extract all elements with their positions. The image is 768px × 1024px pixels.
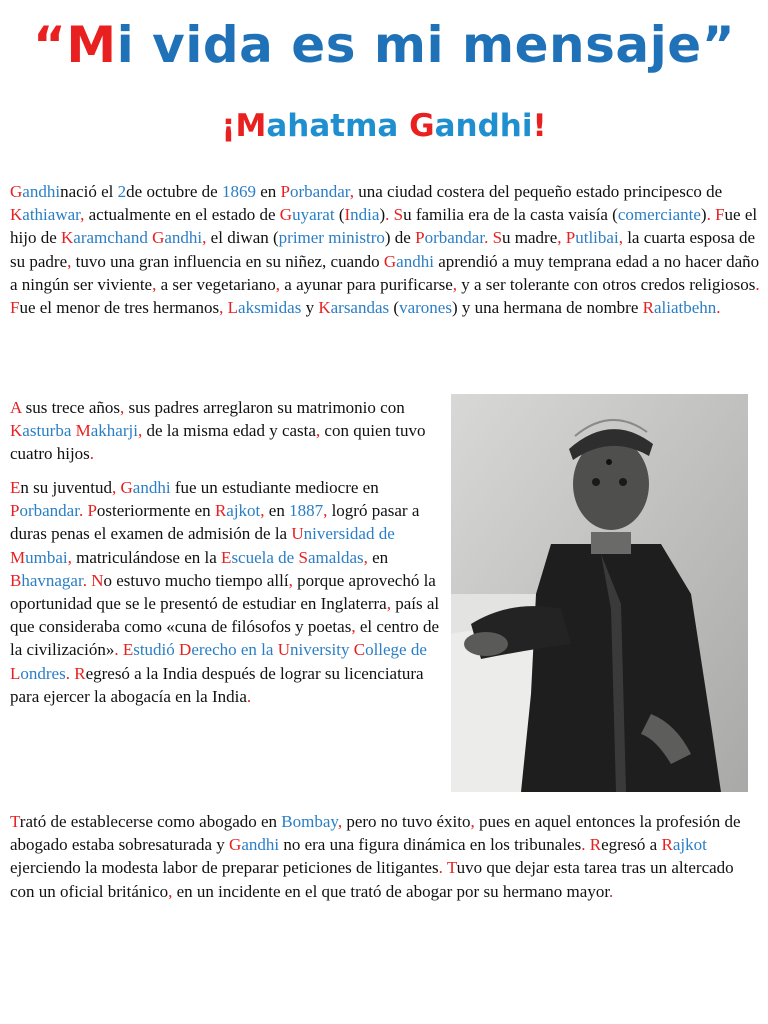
text-segment: (: [389, 298, 400, 318]
text-segment: tuvo una gran influencia en su niñez, cuando: [71, 251, 384, 271]
text-segment: primer ministro: [278, 228, 385, 248]
text-segment: scuela de: [231, 547, 299, 567]
text-segment: egresó a la India después de lograr su licenciatura para ejercer la abogacía en la India: [10, 663, 424, 706]
text-segment: ,: [260, 501, 265, 521]
text-segment: niversidad de: [303, 524, 395, 544]
text-segment: ,: [470, 812, 475, 831]
text-segment: F: [10, 298, 20, 318]
text-segment: amaldas: [307, 547, 364, 567]
text-segment: ,: [351, 617, 356, 637]
text-segment: a ayunar para purificarse: [280, 274, 453, 294]
text-segment: ,: [386, 594, 391, 614]
text-segment: havnagar: [21, 570, 83, 590]
text-segment: ,: [80, 205, 85, 225]
text-segment: ollege de: [365, 640, 427, 660]
text-segment: logró pasar a duras penas el examen de admisión de la: [10, 501, 420, 544]
text-segment: G: [229, 835, 242, 855]
text-segment: .: [438, 858, 443, 878]
text-segment: ,: [349, 182, 354, 201]
text-segment: G: [279, 205, 293, 225]
text-segment: uyarat: [292, 205, 335, 225]
text-segment: andhi: [164, 228, 203, 248]
text-segment: sus padres arreglaron su matrimonio con: [124, 398, 405, 417]
text-segment: matriculándose en la: [71, 547, 222, 567]
page-subtitle: [0, 104, 768, 148]
text-segment: o estuvo mucho tiempo allí: [103, 570, 289, 590]
text-segment: ,: [120, 398, 125, 417]
text-segment: con quien tuvo cuatro hijos: [10, 421, 426, 464]
title-close-quote: ”: [701, 16, 736, 74]
text-segment: en: [255, 182, 281, 201]
text-segment: B: [10, 570, 22, 590]
text-segment: 1887: [289, 501, 324, 521]
text-segment: I: [344, 205, 351, 225]
text-segment: osteriormente en: [96, 501, 215, 521]
text-segment: .: [114, 640, 119, 660]
text-segment: u madre: [502, 228, 558, 248]
text-segment: N: [91, 570, 104, 590]
text-segment: R: [642, 298, 654, 318]
portrait-photo-icon: [451, 394, 748, 792]
text-segment: ,: [315, 421, 321, 441]
text-segment: .: [89, 444, 95, 464]
subtitle-ahatma: ahatma: [266, 108, 410, 144]
paragraph-marriage: [10, 396, 440, 466]
text-segment: S: [298, 547, 308, 567]
text-segment: andhi: [241, 835, 280, 855]
paragraph-career: [10, 810, 762, 903]
text-segment: ,: [152, 274, 157, 294]
text-segment: andhi: [22, 182, 61, 201]
text-segment: utlibai: [575, 228, 619, 248]
text-segment: y: [301, 298, 319, 318]
text-segment: U: [291, 524, 304, 544]
text-segment: a ser vegetariano: [156, 274, 276, 294]
text-segment: umbai: [25, 547, 68, 567]
subtitle-close-mark: !: [532, 108, 547, 144]
text-segment: y a ser tolerante con otros credos religiosos: [457, 274, 756, 294]
text-segment: la cuarta esposa de su padre: [10, 228, 756, 271]
text-segment: K: [10, 421, 23, 441]
text-segment: ejerciendo la modesta labor de preparar peticiones de litigantes: [10, 858, 439, 878]
text-segment: n su juventud: [20, 478, 112, 497]
text-segment: .: [78, 501, 84, 521]
text-segment: ue el menor de tres hermanos: [19, 298, 220, 318]
text-segment: fue un estudiante mediocre en: [170, 478, 379, 497]
text-segment: rató de establecerse como abogado en: [19, 812, 282, 831]
text-segment: ,: [137, 421, 143, 441]
text-segment: 2: [117, 182, 127, 201]
text-segment: R: [74, 663, 86, 683]
text-segment: .: [82, 570, 87, 590]
text-segment: .: [755, 274, 760, 294]
text-segment: de octubre de: [126, 182, 222, 201]
text-segment: nació el: [60, 182, 118, 201]
text-segment: .: [484, 228, 489, 248]
text-segment: ,: [202, 228, 207, 248]
text-segment: .: [65, 663, 70, 683]
page-title: [0, 14, 768, 76]
text-segment: G: [120, 478, 133, 497]
text-segment: ,: [337, 812, 343, 831]
subtitle-open-mark: ¡: [221, 108, 236, 144]
text-segment: ,: [67, 547, 72, 567]
text-segment: porque aprovechó la oportunidad que se le presentó de estudiar en Inglaterra: [10, 570, 436, 614]
text-segment: en un incidente en el que trató de abogar por su hermano mayor: [172, 881, 610, 901]
text-segment: T: [446, 858, 457, 878]
text-segment: ajkot: [672, 835, 707, 855]
text-segment: de la misma edad y casta: [142, 421, 316, 441]
text-segment: andhi: [396, 251, 434, 271]
text-segment: el centro de la civilización»: [10, 617, 440, 660]
text-segment: Bombay: [281, 812, 338, 831]
text-segment: P: [415, 228, 425, 248]
text-segment: E: [221, 547, 232, 567]
text-segment: ): [700, 205, 707, 225]
text-segment: el diwan (: [206, 228, 279, 248]
text-segment: ,: [275, 274, 281, 294]
text-segment: ,: [452, 274, 458, 294]
text-segment: ,: [323, 501, 328, 521]
title-open-quote: “: [32, 16, 67, 74]
text-segment: aksmidas: [238, 298, 302, 318]
text-segment: U: [277, 640, 290, 660]
text-segment: L: [227, 298, 239, 318]
text-segment: .: [246, 686, 252, 706]
text-segment: K: [10, 205, 23, 225]
text-segment: E: [10, 478, 21, 497]
text-segment: aliatbehn: [653, 298, 717, 318]
subtitle-g-letter: G: [409, 108, 435, 144]
text-segment: ,: [67, 251, 72, 271]
paragraph-youth: [10, 476, 440, 708]
title-first-letter: M: [66, 16, 117, 74]
text-segment: .: [609, 881, 614, 901]
text-segment: ,: [219, 298, 224, 318]
text-segment: ndia: [350, 205, 380, 225]
text-segment: ,: [112, 478, 117, 497]
text-segment: andhi: [132, 478, 171, 497]
text-segment: ,: [363, 547, 368, 567]
text-segment: pues en aquel entonces la profesión de abogado estaba sobresaturada y: [10, 812, 741, 855]
title-rest: i vida es mi mensaje: [116, 16, 702, 74]
text-segment: egresó a: [601, 835, 662, 855]
text-segment: S: [492, 228, 503, 248]
text-segment: athiawar: [22, 205, 81, 225]
text-segment: .: [716, 298, 721, 318]
text-segment: (: [334, 205, 345, 225]
text-segment: .: [706, 205, 711, 225]
text-segment: akharji: [90, 421, 138, 441]
text-segment: arsandas: [330, 298, 390, 318]
text-segment: uvo que dejar esta tarea tras un altercado con un oficial británico: [10, 858, 734, 901]
text-segment: pero no tuvo éxito: [342, 812, 471, 831]
text-segment: varones: [399, 298, 452, 318]
text-segment: ajkot: [226, 501, 261, 521]
text-segment: u familia era de la casta vaisía (: [403, 205, 618, 225]
text-segment: R: [214, 501, 227, 521]
text-segment: T: [10, 812, 20, 831]
text-segment: E: [122, 640, 134, 660]
text-segment: P: [10, 501, 20, 521]
text-segment: .: [581, 835, 586, 855]
text-segment: sus trece años: [21, 398, 121, 417]
text-segment: ue el hijo de: [10, 205, 758, 248]
text-segment: ): [379, 205, 386, 225]
text-segment: P: [87, 501, 97, 521]
text-segment: niversity: [289, 640, 354, 660]
text-segment: .: [385, 205, 390, 225]
text-segment: L: [10, 663, 21, 683]
text-segment: studió: [133, 640, 180, 660]
text-segment: ,: [288, 570, 293, 590]
text-segment: C: [353, 640, 366, 660]
text-segment: actualmente en el estado de: [84, 205, 280, 225]
text-segment: M: [10, 547, 26, 567]
text-segment: una ciudad costera del pequeño estado principesco de: [353, 182, 723, 201]
text-segment: D: [179, 640, 192, 660]
text-segment: R: [589, 835, 602, 855]
text-segment: G: [152, 228, 165, 248]
text-segment: orbandar: [424, 228, 485, 248]
text-segment: orbandar: [19, 501, 79, 521]
text-segment: en: [367, 547, 389, 567]
text-segment: asturba: [22, 421, 76, 441]
text-segment: ,: [168, 881, 173, 901]
subtitle-andhi: andhi: [434, 108, 533, 144]
text-segment: ,: [618, 228, 623, 248]
text-segment: en: [264, 501, 290, 521]
text-segment: ondres: [20, 663, 66, 683]
text-segment: K: [318, 298, 331, 318]
paragraph-birth: [10, 180, 762, 319]
text-segment: F: [715, 205, 725, 225]
text-segment: ,: [557, 228, 562, 248]
text-segment: ) de: [384, 228, 416, 248]
text-segment: no era una figura dinámica en los tribunales: [279, 835, 582, 855]
text-segment: G: [383, 251, 397, 271]
text-segment: 1869: [221, 182, 256, 201]
text-segment: P: [565, 228, 576, 248]
text-segment: erecho en la: [191, 640, 278, 660]
text-segment: R: [661, 835, 673, 855]
text-segment: P: [280, 182, 290, 201]
text-segment: K: [61, 228, 74, 248]
text-segment: aprendió a muy temprana edad a no hacer daño a ningún ser viviente: [10, 251, 760, 294]
text-segment: país al que consideraba como «cuna de filósofos y poetas: [10, 594, 440, 637]
text-segment: S: [393, 205, 404, 225]
subtitle-m-letter: M: [235, 108, 267, 144]
text-segment: comerciante: [617, 205, 701, 225]
text-segment: orbandar: [290, 182, 350, 201]
text-segment: ) y una hermana de nombre: [451, 298, 643, 318]
text-segment: aramchand: [73, 228, 153, 248]
text-segment: A: [10, 398, 22, 417]
text-segment: G: [10, 182, 23, 201]
text-segment: M: [75, 421, 91, 441]
